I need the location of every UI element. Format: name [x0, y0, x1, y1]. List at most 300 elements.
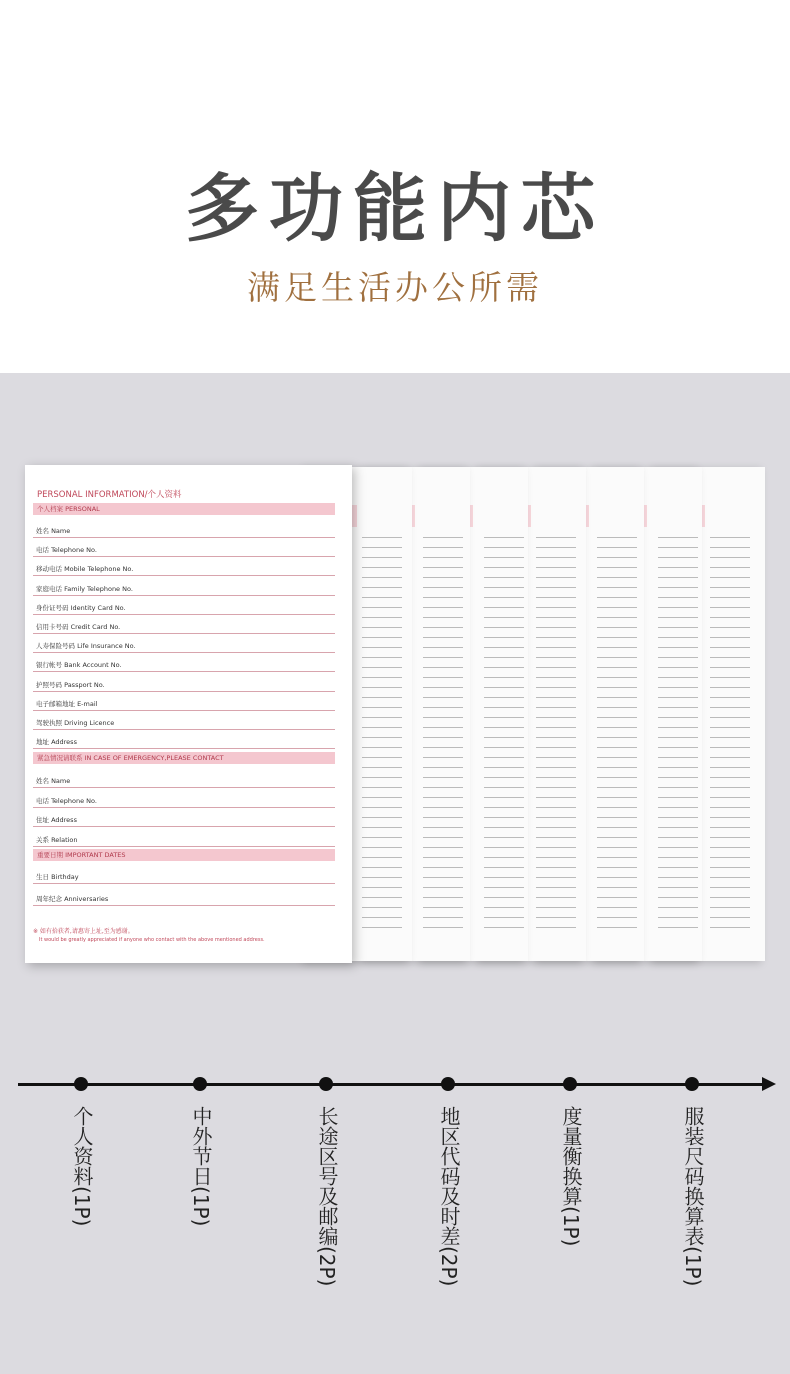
sheet-row-line [658, 637, 698, 638]
sheet-row-line [423, 767, 463, 768]
sheet-row-line [597, 737, 637, 738]
sheet-row-line [710, 817, 750, 818]
field-row[interactable] [33, 887, 335, 906]
sheet-row-line [362, 647, 402, 648]
field-row[interactable] [33, 808, 335, 827]
sheet-row-line [710, 567, 750, 568]
sheet-row-line [658, 657, 698, 658]
sheet-row-line [658, 677, 698, 678]
sheet-row-line [536, 717, 576, 718]
sheet-row-line [710, 657, 750, 658]
field-row[interactable] [33, 865, 335, 884]
sheet-row-line [710, 557, 750, 558]
sheet-row-line [710, 727, 750, 728]
sheet-row-line [597, 927, 637, 928]
sheet-row-line [484, 607, 524, 608]
timeline-dot [193, 1077, 207, 1091]
sheet-row-line [597, 667, 637, 668]
field-label: 移动电话 Mobile Telephone No. [36, 565, 134, 574]
sheet-row-line [710, 847, 750, 848]
sheet-row-line [362, 727, 402, 728]
sheet-row-line [484, 817, 524, 818]
sheet-row-line [597, 797, 637, 798]
sheet-row-line [710, 537, 750, 538]
sheet-row-line [536, 757, 576, 758]
field-label: 生日 Birthday [36, 873, 79, 881]
sheet-row-line [423, 537, 463, 538]
sheet-row-line [423, 647, 463, 648]
sheet-row-line [710, 877, 750, 878]
sheet-row-line [484, 637, 524, 638]
sheet-row-line [597, 727, 637, 728]
sheet-row-line [710, 637, 750, 638]
sheet-row-line [710, 857, 750, 858]
sheet-row-line [710, 767, 750, 768]
sheet-row-line [423, 847, 463, 848]
sheet-row-line [658, 757, 698, 758]
timeline-dot [685, 1077, 699, 1091]
sheet-row-line [362, 557, 402, 558]
sheet-row-line [362, 907, 402, 908]
section-dates [33, 849, 335, 861]
sheet-row-line [423, 827, 463, 828]
sheet-row-line [710, 747, 750, 748]
sheet-row-line [484, 807, 524, 808]
timeline-arrow-icon [762, 1077, 776, 1091]
sheet-row-line [423, 757, 463, 758]
sheet-row-line [658, 547, 698, 548]
sheet-row-line [362, 827, 402, 828]
sheet-row-line [536, 777, 576, 778]
sheet-row-line [658, 557, 698, 558]
sheet-row-line [597, 707, 637, 708]
sheet-row-line [536, 617, 576, 618]
sheet-row-line [362, 777, 402, 778]
sheet-row-line [362, 607, 402, 608]
sheet-row-line [362, 787, 402, 788]
sheet-row-line [658, 807, 698, 808]
sheet-row-line [484, 617, 524, 618]
sheet-row-line [362, 887, 402, 888]
sheet-row-line [484, 597, 524, 598]
sheet-row-line [658, 537, 698, 538]
sheet-row-line [658, 927, 698, 928]
sheet-row-line [536, 537, 576, 538]
sheet-row-line [536, 607, 576, 608]
sheet-row-line [423, 857, 463, 858]
timeline-dot [319, 1077, 333, 1091]
sheet-row-line [536, 837, 576, 838]
return-note-en: It would be greatly appreciated if anyone who contact with the above mentioned address. [39, 937, 265, 943]
sheet-row-line [484, 547, 524, 548]
sheet-row-line [536, 627, 576, 628]
sheet-row-line [423, 677, 463, 678]
sheet-row-line [536, 867, 576, 868]
sheet-row-line [658, 707, 698, 708]
sheet-row-line [658, 897, 698, 898]
sheet-row-line [362, 627, 402, 628]
sheet-row-line [536, 687, 576, 688]
sheet-row-line [658, 697, 698, 698]
field-label: 电话 Telephone No. [36, 796, 97, 805]
sheet-row-line [536, 657, 576, 658]
timeline-dot [441, 1077, 455, 1091]
timeline-label: 度量衡换算(1P) [559, 1106, 583, 1247]
sheet-row-line [597, 687, 637, 688]
field-label: 电话 Telephone No. [36, 546, 97, 555]
sheet-row-line [362, 677, 402, 678]
field-row[interactable] [33, 730, 335, 749]
sheet-row-line [484, 577, 524, 578]
sheet-row-line [484, 767, 524, 768]
field-row[interactable] [33, 577, 335, 596]
personal-info-title: PERSONAL INFORMATION/个人资料 [37, 490, 182, 500]
section-personal-label: 个人档案 PERSONAL [37, 505, 100, 513]
sheet-row-line [423, 697, 463, 698]
section-dates-label: 重要日期 IMPORTANT DATES [37, 851, 126, 859]
sheet-row-line [710, 737, 750, 738]
sheet-row-line [710, 627, 750, 628]
sheet-row-line [597, 587, 637, 588]
sheet-row-line [658, 847, 698, 848]
sheet-row-line [710, 897, 750, 898]
sheet-row-line [597, 857, 637, 858]
sheet-row-line [423, 907, 463, 908]
sheet-row-line [423, 617, 463, 618]
sheet-row-line [423, 627, 463, 628]
sheet-row-line [484, 837, 524, 838]
sheet-row-line [536, 597, 576, 598]
sheet-row-line [484, 917, 524, 918]
sheet-row-line [597, 607, 637, 608]
sheet-row-line [484, 677, 524, 678]
sheet-row-line [597, 917, 637, 918]
sheet-row-line [710, 597, 750, 598]
sheet-row-line [536, 917, 576, 918]
sheet-row-line [484, 927, 524, 928]
sheet-row-line [597, 617, 637, 618]
timeline-dot [74, 1077, 88, 1091]
sheet-row-line [597, 547, 637, 548]
section-personal [33, 503, 335, 515]
sheet-row-line [536, 797, 576, 798]
field-row[interactable] [33, 769, 335, 788]
sheet-row-line [362, 757, 402, 758]
sheet-row-line [423, 657, 463, 658]
sheet-row-line [710, 617, 750, 618]
field-row[interactable] [33, 828, 335, 847]
timeline-label: 个人资料(1P) [70, 1106, 94, 1227]
field-label: 护照号码 Passport No. [36, 680, 105, 689]
sheet-row-line [484, 827, 524, 828]
sheet-row-line [536, 897, 576, 898]
field-row[interactable] [33, 692, 335, 711]
sheet-row-line [484, 727, 524, 728]
sheet-row-line [710, 837, 750, 838]
sheet-row-line [484, 747, 524, 748]
sheet-row-line [536, 547, 576, 548]
sheet-row-line [597, 767, 637, 768]
sheet-row-line [484, 647, 524, 648]
sheet-row-line [658, 867, 698, 868]
sheet-row-line [536, 857, 576, 858]
sheet-row-line [536, 707, 576, 708]
sheet-row-line [536, 637, 576, 638]
field-label: 人寿保险号码 Life Insurance No. [36, 642, 136, 651]
field-row[interactable] [33, 557, 335, 576]
sheet-row-line [484, 907, 524, 908]
sheet-row-line [423, 717, 463, 718]
sheet-row-line [484, 667, 524, 668]
sheet-row-line [710, 587, 750, 588]
sheet-row-line [710, 607, 750, 608]
field-label: 姓名 Name [36, 777, 71, 785]
sheet-row-line [484, 867, 524, 868]
sheet-row-line [536, 787, 576, 788]
sheet-row-line [710, 907, 750, 908]
sheet-row-line [536, 767, 576, 768]
timeline-label: 中外节日(1P) [189, 1106, 213, 1227]
sheet-row-line [536, 847, 576, 848]
sheet-row-line [423, 747, 463, 748]
sheet-row-line [597, 537, 637, 538]
sheet-row-line [536, 677, 576, 678]
sheet-row-line [710, 787, 750, 788]
sheet-row-line [710, 827, 750, 828]
sheet-row-line [362, 547, 402, 548]
sheet-row-line [484, 787, 524, 788]
sheet-row-line [362, 867, 402, 868]
sheet-row-line [658, 827, 698, 828]
sheet-row-line [484, 857, 524, 858]
sheet-row-line [362, 717, 402, 718]
sheet-row-line [484, 777, 524, 778]
sheet-row-line [658, 627, 698, 628]
sheet-row-line [484, 707, 524, 708]
sheet-row-line [423, 917, 463, 918]
timeline-dot [563, 1077, 577, 1091]
sheet-row-line [658, 747, 698, 748]
field-label: 信用卡号码 Credit Card No. [36, 623, 121, 631]
sheet-row-line [423, 557, 463, 558]
sheet-row-line [536, 907, 576, 908]
sheet-row-line [423, 777, 463, 778]
sheet-row-line [597, 867, 637, 868]
sheet-row-line [658, 687, 698, 688]
field-label: 家庭电话 Family Telephone No. [36, 584, 133, 593]
field-row[interactable] [33, 711, 335, 730]
field-label: 姓名 Name [36, 527, 71, 535]
sheet-row-line [423, 687, 463, 688]
sheet-row-line [597, 597, 637, 598]
sheet-row-line [597, 837, 637, 838]
sheet-row-line [710, 797, 750, 798]
sheet-row-line [484, 897, 524, 898]
sheet-row-line [536, 567, 576, 568]
sheet-row-line [597, 787, 637, 788]
sheet-row-line [362, 537, 402, 538]
sheet-row-line [597, 907, 637, 908]
return-note-cn: ※ 如有拾获者,请惠寄上址,至为感谢。 [33, 928, 134, 935]
sheet-row-line [484, 757, 524, 758]
sheet-row-line [597, 577, 637, 578]
sheet-row-line [710, 687, 750, 688]
sheet-row-line [423, 637, 463, 638]
sheet-row-line [423, 707, 463, 708]
field-row[interactable] [33, 519, 335, 538]
sheet-row-line [362, 807, 402, 808]
timeline-axis [18, 1083, 764, 1086]
sheet-row-line [658, 617, 698, 618]
sheet-row-line [362, 697, 402, 698]
sheet-row-line [536, 827, 576, 828]
sheet-row-line [658, 607, 698, 608]
field-label: 地址 Address [36, 738, 77, 747]
sheet-row-line [362, 897, 402, 898]
sheet-row-line [362, 707, 402, 708]
sheet-row-line [484, 627, 524, 628]
section-emergency-label: 紧急情况请联系 IN CASE OF EMERGENCY,PLEASE CONTACT [37, 754, 224, 762]
sheet-row-line [597, 757, 637, 758]
field-row[interactable] [33, 653, 335, 672]
page-subtitle: 满足生活办公所需 [247, 268, 543, 307]
sheet-row-line [658, 647, 698, 648]
sheet-row-line [484, 657, 524, 658]
sheet-row-line [710, 927, 750, 928]
sheet-row-line [423, 577, 463, 578]
sheet-row-line [710, 577, 750, 578]
sheet-row-line [597, 817, 637, 818]
sheet-row-line [423, 567, 463, 568]
sheet-row-line [597, 827, 637, 828]
sheet-row-line [658, 907, 698, 908]
sheet-row-line [484, 797, 524, 798]
sheet-row-line [710, 707, 750, 708]
sheet-row-line [362, 657, 402, 658]
sheet-row-line [362, 637, 402, 638]
sheet-row-line [484, 717, 524, 718]
sheet-row-line [536, 807, 576, 808]
sheet-row-line [658, 817, 698, 818]
page-title: 多功能内芯 [185, 166, 605, 252]
field-label: 住址 Address [36, 816, 77, 824]
sheet-row-line [484, 697, 524, 698]
sheet-row-line [423, 867, 463, 868]
sheet-row-line [362, 687, 402, 688]
sheet-row-line [362, 917, 402, 918]
field-row[interactable] [33, 634, 335, 653]
sheet-row-line [710, 867, 750, 868]
sheet-row-line [658, 767, 698, 768]
sheet-row-line [658, 667, 698, 668]
sheet-row-line [658, 797, 698, 798]
sheet-row-line [362, 847, 402, 848]
sheet-row-line [362, 567, 402, 568]
sheet-row-line [423, 547, 463, 548]
sheet-row-line [710, 887, 750, 888]
sheet-row-line [362, 857, 402, 858]
sheet-row-line [484, 737, 524, 738]
sheet-row-line [658, 887, 698, 888]
sheet-row-line [658, 577, 698, 578]
sheet-row-line [484, 877, 524, 878]
sheet-row-line [597, 807, 637, 808]
sheet-row-line [658, 587, 698, 588]
sheet-row-line [710, 917, 750, 918]
sheet-row-line [423, 797, 463, 798]
sheet-row-line [362, 747, 402, 748]
sheet-row-line [658, 737, 698, 738]
sheet-row-line [597, 847, 637, 848]
sheet-row-line [658, 777, 698, 778]
sheet-row-line [423, 877, 463, 878]
header-section [0, 0, 790, 373]
field-row[interactable] [33, 673, 335, 692]
sheet-row-line [710, 757, 750, 758]
personal-info-page [25, 465, 352, 963]
sheet-row-line [710, 777, 750, 778]
sheet-row-line [536, 587, 576, 588]
sheet-row-line [597, 717, 637, 718]
field-row[interactable] [33, 789, 335, 808]
sheet-row-line [597, 897, 637, 898]
sheet-row-line [362, 927, 402, 928]
sheet-row-line [658, 717, 698, 718]
sheet-row-line [536, 647, 576, 648]
sheet-row-line [423, 727, 463, 728]
sheet-row-line [597, 627, 637, 628]
sheet-row-line [423, 587, 463, 588]
sheet-row-line [362, 837, 402, 838]
sheet-row-line [658, 837, 698, 838]
sheet-row-line [484, 887, 524, 888]
sheet-row-line [536, 727, 576, 728]
sheet-row-line [658, 857, 698, 858]
sheet-row-line [536, 697, 576, 698]
sheet-row-line [658, 787, 698, 788]
sheet-row-line [362, 817, 402, 818]
sheet-row-line [362, 597, 402, 598]
sheet-row-line [597, 677, 637, 678]
field-row[interactable] [33, 538, 335, 557]
timeline-label: 服装尺码换算表(1P) [681, 1106, 705, 1287]
sheet-row-line [597, 647, 637, 648]
sheet-row-line [362, 877, 402, 878]
sheet-row-line [362, 587, 402, 588]
field-row[interactable] [33, 615, 335, 634]
sheet-row-line [423, 817, 463, 818]
sheet-row-line [710, 667, 750, 668]
field-row[interactable] [33, 596, 335, 615]
sheet-row-line [362, 767, 402, 768]
sheet-row-line [536, 887, 576, 888]
sheet-row-line [484, 557, 524, 558]
sheet-row-line [362, 667, 402, 668]
sheet-row-line [710, 677, 750, 678]
field-label: 驾驶执照 Driving Licence [36, 719, 115, 727]
timeline-label: 地区代码及时差(2P) [437, 1106, 461, 1287]
sheet-row-line [597, 887, 637, 888]
sheet-row-line [658, 917, 698, 918]
sheet-row-line [597, 557, 637, 558]
sheet-row-line [536, 877, 576, 878]
field-label: 周年纪念 Anniversaries [36, 895, 109, 903]
sheet-row-line [423, 667, 463, 668]
sheet-row-line [536, 817, 576, 818]
sheet-row-line [536, 577, 576, 578]
sheet-row-line [658, 877, 698, 878]
sheet-row-line [710, 717, 750, 718]
